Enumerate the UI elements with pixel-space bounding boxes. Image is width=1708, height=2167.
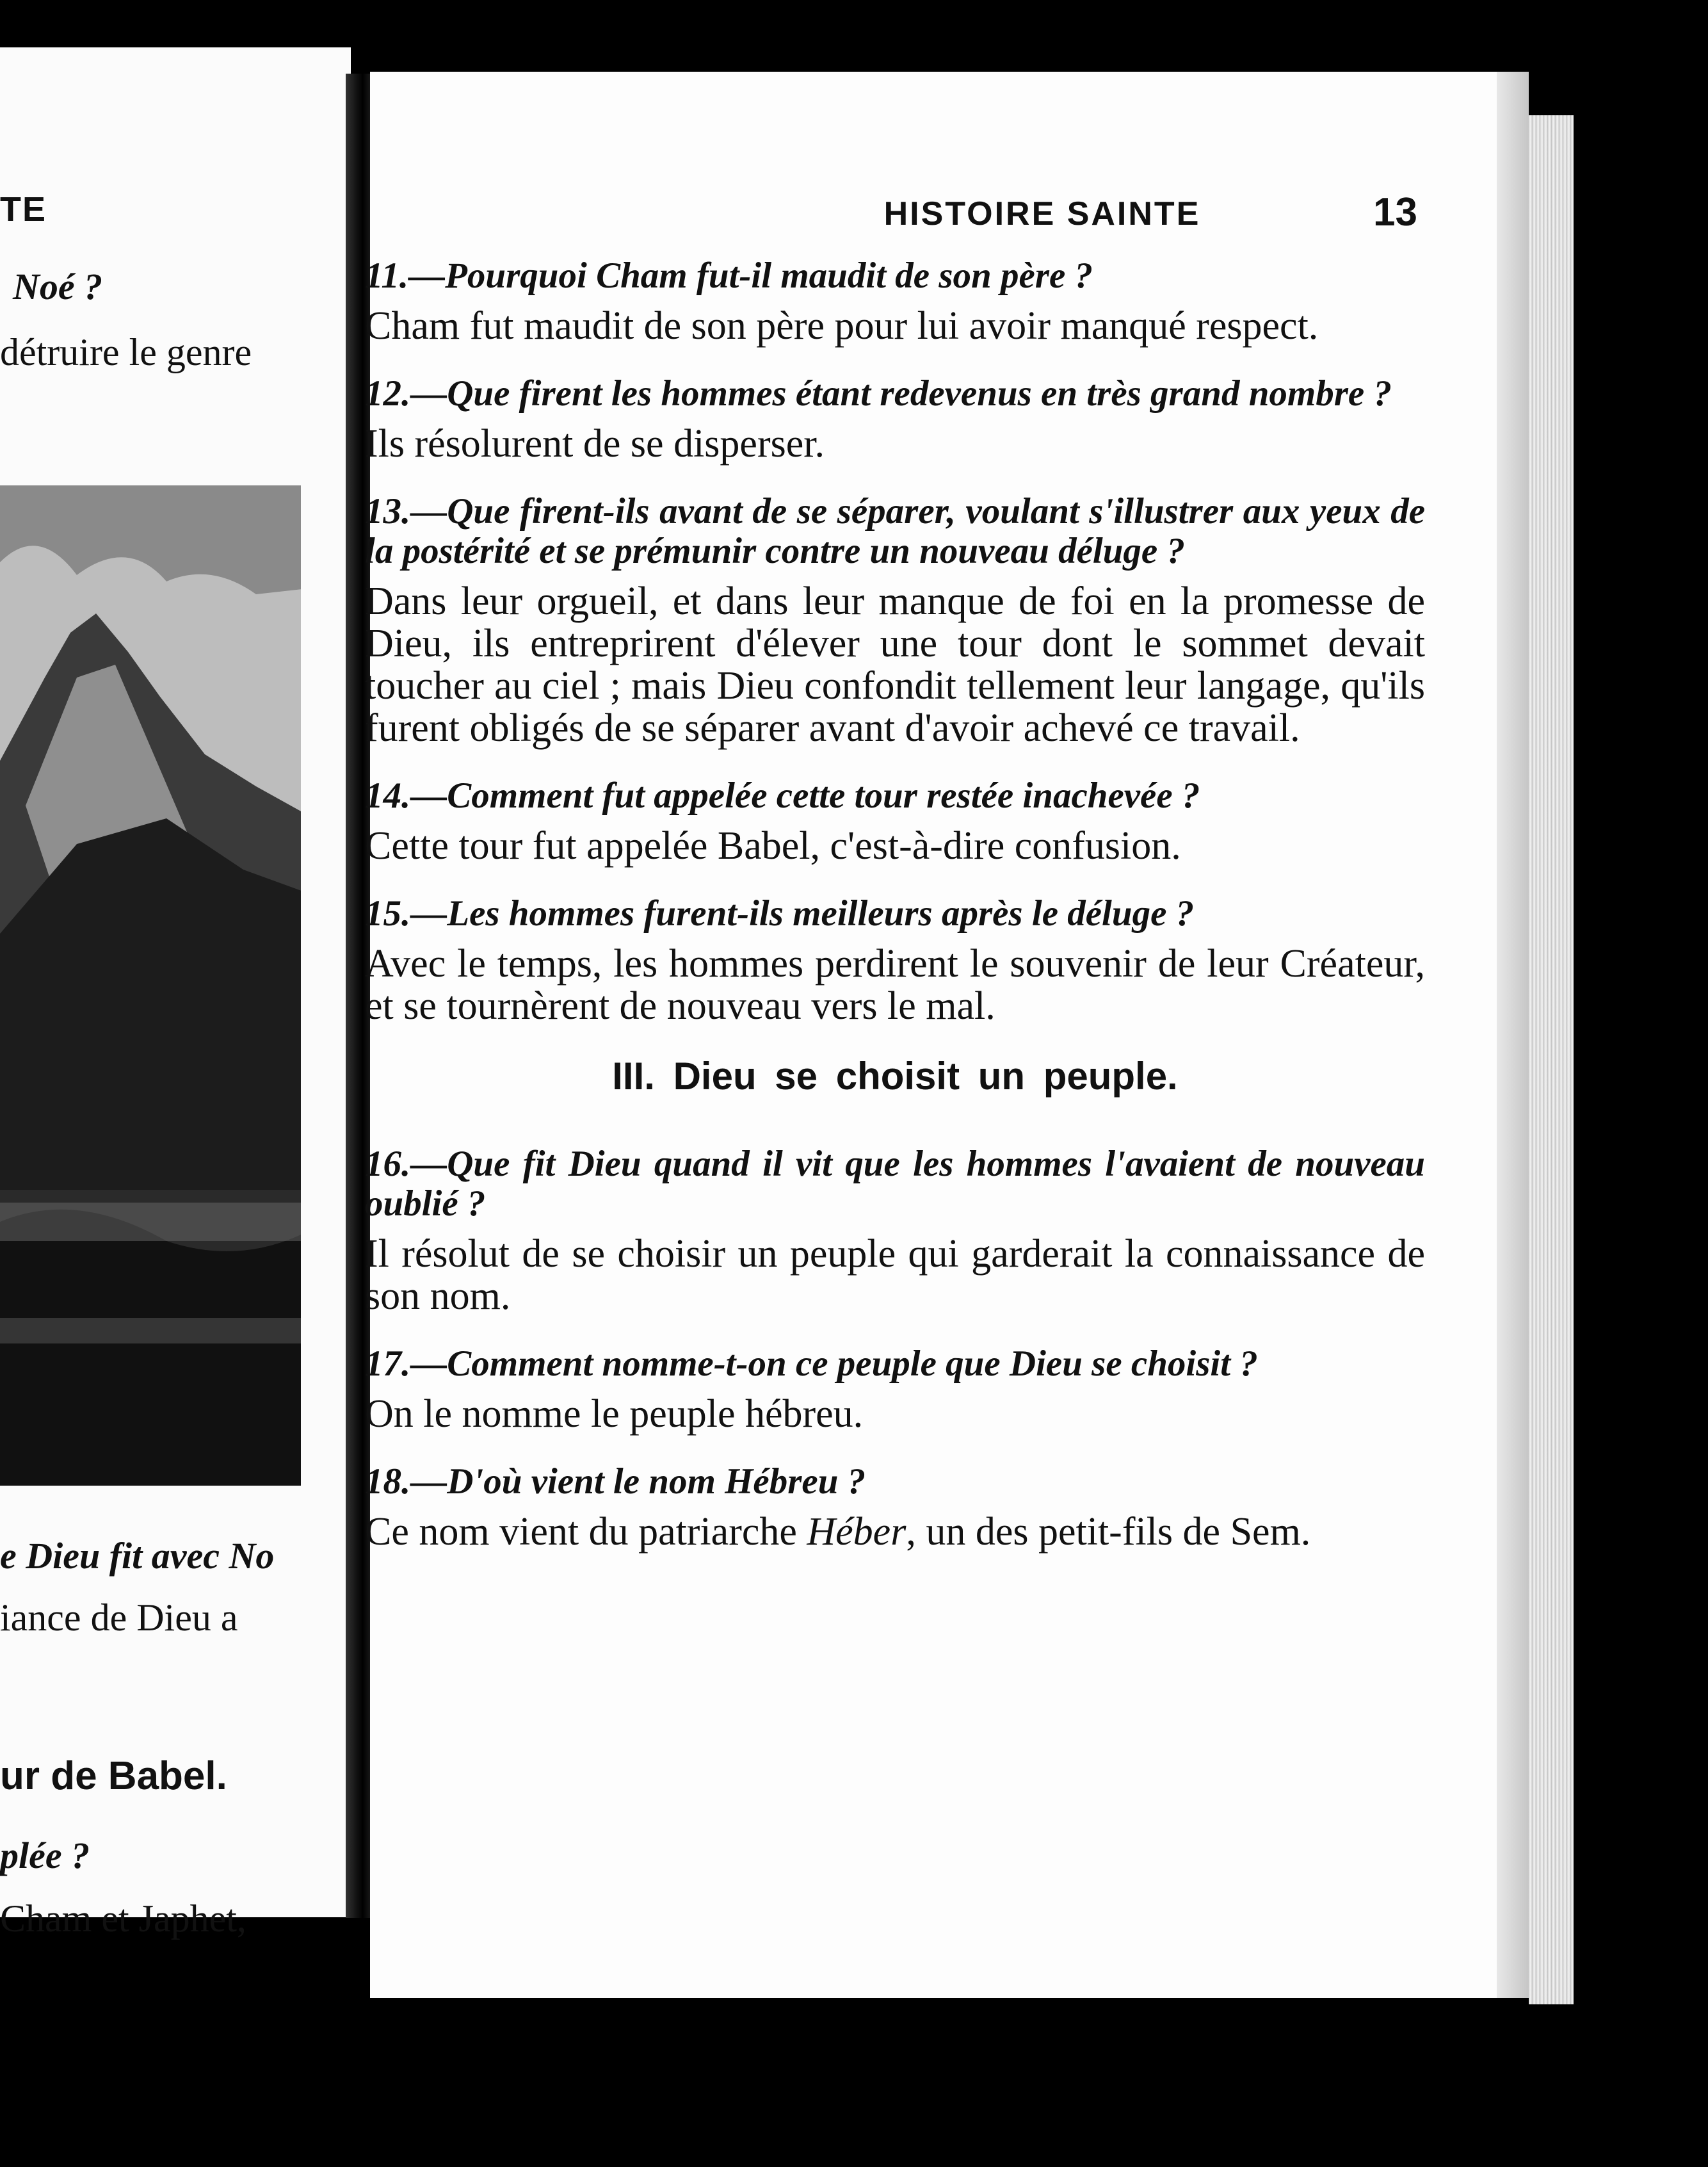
left-page-line: plée ? — [0, 1835, 90, 1876]
answer-text: Avec le temps, les hommes perdirent le souvenir de leur Créateur, et se tournèrent de nouveau vers le mal. — [365, 942, 1425, 1028]
left-page-line: ur de Babel. — [0, 1754, 227, 1798]
mountain-engraving-image — [0, 485, 314, 1486]
left-page — [0, 47, 351, 1940]
left-page-line: iance de Dieu a — [0, 1596, 238, 1639]
left-page-line: détruire le genre — [0, 331, 252, 373]
left-running-header: TE — [0, 190, 47, 229]
answer-text: Cham fut maudit de son père pour lui avoir manqué respect. — [365, 304, 1319, 348]
page-number: 13 — [1373, 190, 1417, 234]
question-text: 15.—Les hommes furent-ils meilleurs après le déluge ? — [365, 893, 1195, 934]
answer-text: Dans leur orgueil, et dans leur manque de foi en la promesse de Dieu, ils entreprirent d'élever une tour dont le sommet devait toucher au ciel ; mais Dieu confondit tellement leur langage, qu'ils furent obligés de se séparer avant d'avoir achevé ce travail. — [365, 580, 1425, 750]
left-page-line: Cham et Japhet, — [0, 1897, 246, 1940]
question-text: 12.—Que firent les hommes étant redevenus en très grand nombre ? — [365, 373, 1392, 414]
mountain-engraving-illustration — [0, 485, 314, 1486]
question-text: 14.—Comment fut appelée cette tour restée inachevée ? — [365, 775, 1200, 816]
answer-text: Cette tour fut appelée Babel, c'est-à-dire confusion. — [365, 824, 1181, 868]
left-page-line: Noé ? — [13, 266, 103, 307]
answer-text: Il résolut de se choisir un peuple qui garderait la connaissance de son nom. — [365, 1232, 1425, 1318]
section-title: III. Dieu se choisit un peuple. — [612, 1055, 1178, 1098]
running-header: HISTOIRE SAINTE — [883, 195, 1201, 232]
page-edge-stack — [1529, 115, 1574, 2004]
question-text: 16.—Que fit Dieu quand il vit que les hommes l'avaient de nouveau oublié ? — [365, 1144, 1425, 1224]
answer-text-part: , un des petit-fils de Sem. — [906, 1510, 1311, 1554]
answer-text: Ils résolurent de se disperser. — [365, 422, 825, 466]
right-page — [365, 72, 1529, 1998]
catechism-content — [365, 256, 1425, 1580]
answer-text — [365, 1511, 1425, 1553]
question-text: 17.—Comment nomme-t-on ce peuple que Dieu se choisit ? — [365, 1343, 1258, 1384]
answer-text-part: Ce nom vient du patriarche — [365, 1510, 807, 1554]
left-page-line: e Dieu fit avec No — [0, 1535, 275, 1577]
answer-text: On le nomme le peuple hébreu. — [365, 1392, 864, 1436]
question-text: 11.—Pourquoi Cham fut-il maudit de son père ? — [365, 256, 1093, 296]
question-text: 18.—D'où vient le nom Hébreu ? — [365, 1461, 866, 1502]
question-text: 13.—Que firent-ils avant de se séparer, voulant s'illustrer aux yeux de la postérité et se prémunir contre un nouveau déluge ? — [365, 491, 1425, 571]
answer-italic-name: Héber — [807, 1510, 906, 1554]
